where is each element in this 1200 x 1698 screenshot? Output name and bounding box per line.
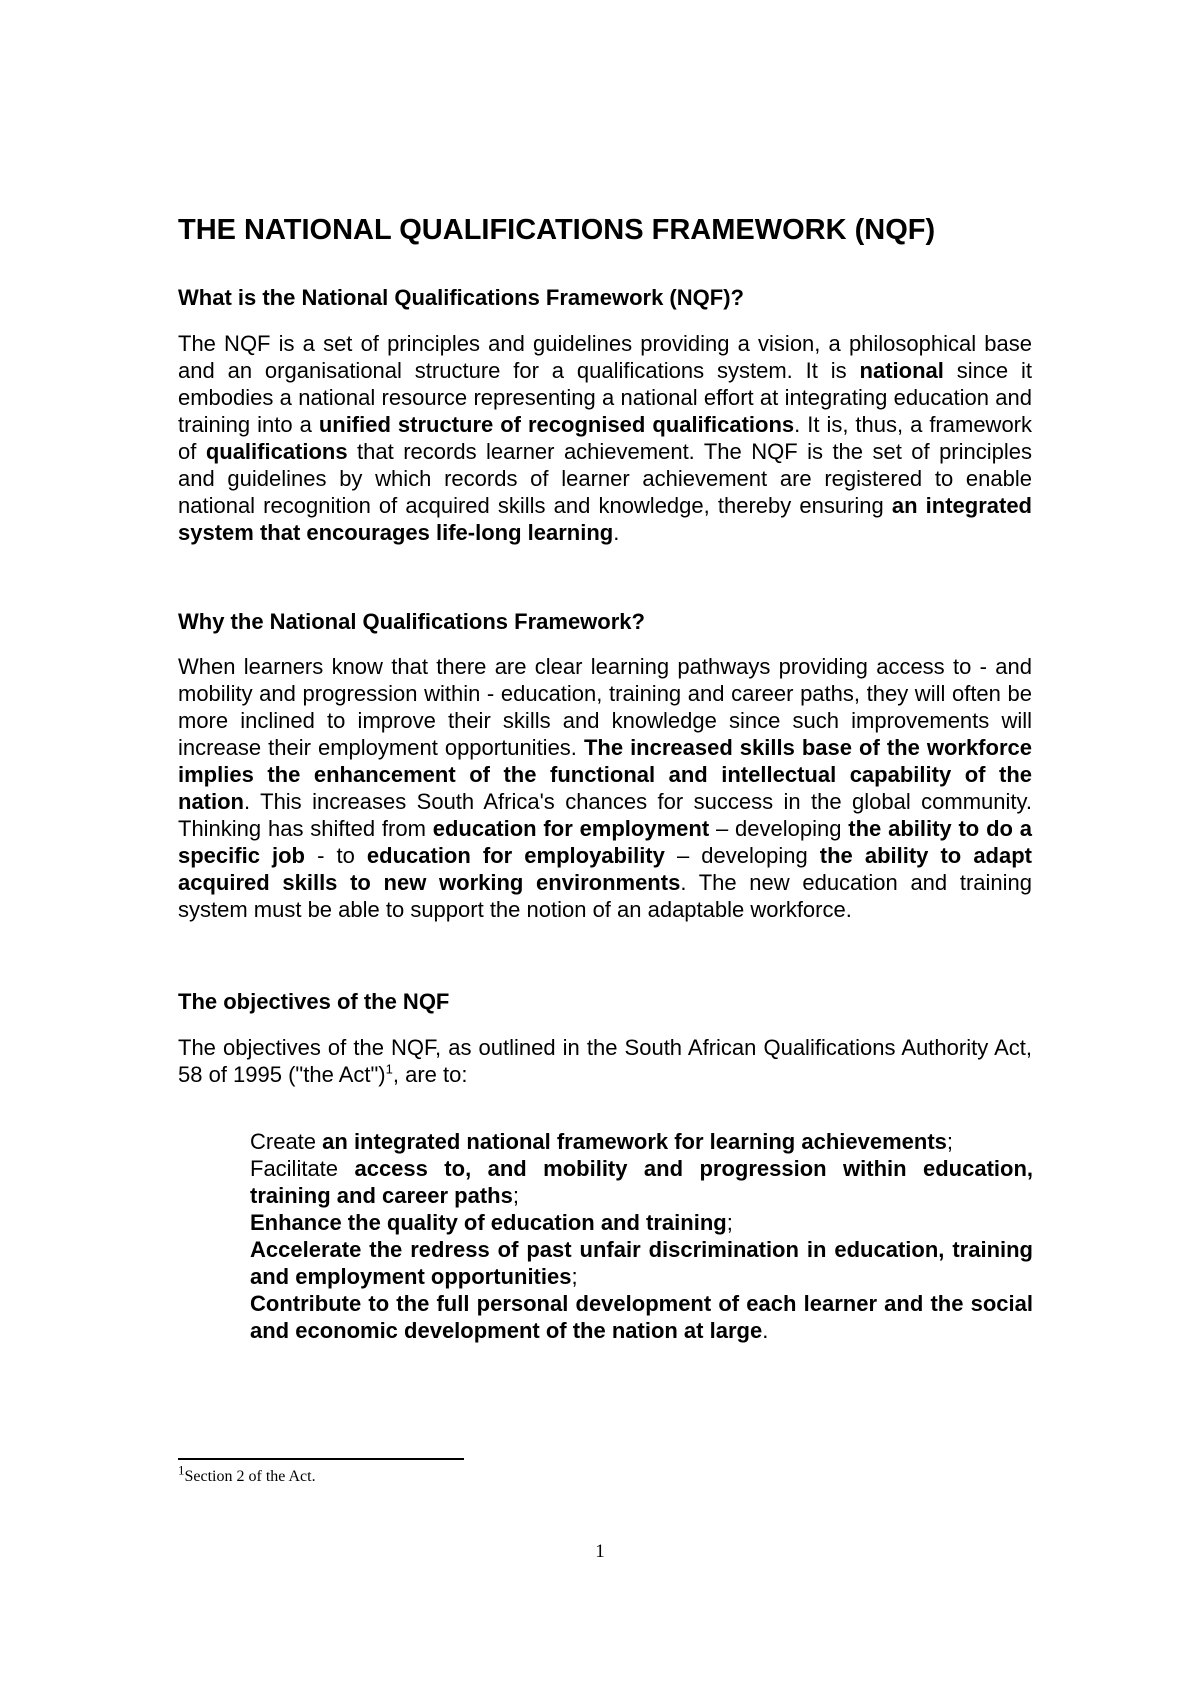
bold-text: The increased skills base of the workforce implies the enhancement of the functional and intellectual capability of the nation — [178, 735, 1032, 814]
footnote-marker: 1 — [178, 1462, 185, 1478]
bold-text: Accelerate the redress of past unfair discrimination in education, training and employment opportunities — [250, 1237, 1033, 1289]
text-run: . The new education and training system must be able to support the notion of an adaptable workforce. — [178, 870, 1032, 922]
objectives-list — [250, 1128, 1033, 1344]
bold-text: the ability to do a specific job — [178, 816, 1032, 868]
footnote-separator — [178, 1458, 464, 1460]
objective-item — [250, 1209, 1033, 1236]
text-run: - to — [305, 843, 367, 868]
bold-text: the ability to adapt acquired skills to new working environments — [178, 843, 1032, 895]
text-run: Facilitate — [250, 1156, 355, 1181]
section-heading-why-nqf: Why the National Qualifications Framework? — [178, 609, 645, 634]
page-number: 1 — [595, 1541, 605, 1562]
section-paragraph-what-is-nqf — [178, 330, 1032, 546]
bold-text: education for employability — [366, 843, 665, 868]
section-paragraph-why-nqf — [178, 653, 1032, 923]
text-run: . — [613, 520, 620, 545]
bold-text: Contribute to the full personal development of each learner and the social and economic development of the nation at large — [250, 1291, 1033, 1343]
text-run: – developing — [664, 843, 820, 868]
objective-item — [250, 1155, 1033, 1209]
text-run: The objectives of the NQF, as outlined in the South African Qualifications Authority Act, 58 of 1995 ("the Act") — [178, 1035, 1032, 1087]
text-run: Create — [250, 1129, 323, 1154]
footnote-reference: 1 — [385, 1061, 393, 1077]
bold-text: Enhance the quality of education and training — [250, 1210, 727, 1235]
text-run: that records learner achievement. The NQF is the set of principles and guidelines by which records of learner achievement are registered to enable national recognition of acquired skills and knowledge, thereby ensuring — [178, 439, 1033, 518]
bold-text: qualifications — [205, 439, 348, 464]
objective-item — [250, 1290, 1033, 1344]
text-run: The NQF is a set of principles and guidelines providing a vision, a philosophical base and an organisational structure for a qualifications system. It is — [178, 331, 1032, 383]
text-run: When learners know that there are clear learning pathways providing access to - and mobility and progression within - education, training and career paths, they will often be more inclined to improve their skills and knowledge since such improvements will increase their employment opportunities. — [178, 654, 1032, 760]
bold-text: education for employment — [432, 816, 710, 841]
bold-text: unified structure of recognised qualifications — [318, 412, 795, 437]
text-run: ; — [571, 1264, 578, 1289]
document-title: THE NATIONAL QUALIFICATIONS FRAMEWORK (NQF) — [178, 214, 936, 246]
footnote-text: Section 2 of the Act. — [184, 1468, 316, 1485]
text-run: – developing — [709, 816, 849, 841]
bold-text: an integrated national framework for learning achievements — [322, 1129, 947, 1154]
text-run: . This increases South Africa's chances for success in the global community. Thinking has shifted from — [178, 789, 1032, 841]
bold-text: access to, and mobility and progression within education, training and career paths — [250, 1156, 1033, 1208]
text-run: ; — [512, 1183, 519, 1208]
text-run: ; — [726, 1210, 733, 1235]
section-paragraph-objectives — [178, 1034, 1032, 1088]
text-run: since it embodies a national resource representing a national effort at integrating education and training into a — [178, 358, 1032, 437]
text-run: , are to: — [392, 1062, 468, 1087]
footnote — [178, 1462, 778, 1488]
text-run: . It is, thus, a framework of — [178, 412, 1033, 464]
text-run: ; — [946, 1129, 954, 1154]
text-run: . — [762, 1318, 769, 1343]
objective-item — [250, 1236, 1033, 1290]
bold-text: an integrated system that encourages life-long learning — [178, 493, 1032, 545]
section-heading-what-is-nqf: What is the National Qualifications Framework (NQF)? — [178, 285, 744, 310]
bold-text: national — [859, 358, 944, 383]
section-heading-objectives: The objectives of the NQF — [178, 989, 450, 1014]
objective-item — [250, 1128, 1033, 1155]
